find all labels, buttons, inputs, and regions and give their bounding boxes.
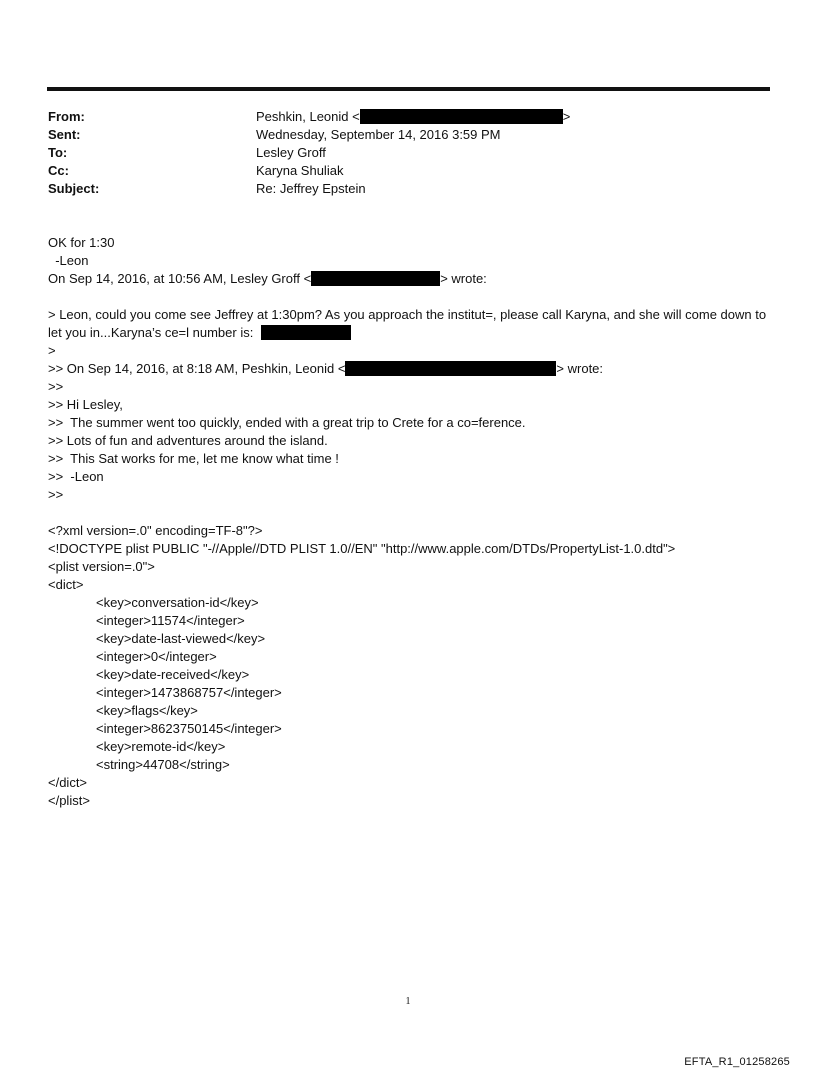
- quote-intro-end: > wrote:: [440, 271, 487, 286]
- body-line: >> Hi Lesley,: [48, 397, 123, 412]
- subject-value: Re: Jeffrey Epstein: [256, 181, 366, 196]
- body-line: >> -Leon: [48, 469, 104, 484]
- sent-value: Wednesday, September 14, 2016 3:59 PM: [256, 127, 501, 142]
- nested-quote-intro: >> On Sep 14, 2016, at 8:18 AM, Peshkin, Leonid <: [48, 361, 346, 376]
- body-line: [48, 360, 768, 378]
- body-line: >> This Sat works for me, let me know what time !: [48, 451, 339, 466]
- xml-line: <!DOCTYPE plist PUBLIC "-//Apple//DTD PLIST 1.0//EN" "http://www.apple.com/DTDs/PropertyList-1.0.dtd">: [48, 541, 676, 556]
- spacer: [48, 288, 768, 306]
- xml-line: <integer>8623750145</integer>: [96, 721, 282, 736]
- from-value: [256, 108, 570, 126]
- body-line: [48, 270, 768, 288]
- sent-label: Sent:: [48, 127, 81, 142]
- xml-line: <plist version=.0">: [48, 559, 155, 574]
- body-line: [48, 306, 768, 342]
- from-label: From:: [48, 109, 85, 124]
- body-line: -Leon: [48, 253, 89, 268]
- spacer: [48, 504, 768, 522]
- redaction-block: [261, 325, 351, 340]
- quoted-message: > Leon, could you come see Jeffrey at 1:30pm? As you approach the institut=, please call Karyna, and she will come down to let you in...Karyna’s ce=l number is:: [48, 307, 767, 340]
- subject-label: Subject:: [48, 181, 100, 196]
- to-label: To:: [48, 145, 68, 160]
- header-rule: [47, 87, 770, 91]
- to-value: Lesley Groff: [256, 145, 326, 160]
- xml-line: <key>date-last-viewed</key>: [96, 631, 266, 646]
- nested-quote-intro-end: > wrote:: [556, 361, 604, 376]
- cc-label: Cc:: [48, 163, 69, 178]
- redaction-block: [345, 361, 556, 376]
- xml-line: <integer>0</integer>: [96, 649, 217, 664]
- page-number: 1: [405, 996, 411, 1007]
- xml-line: <key>conversation-id</key>: [96, 595, 259, 610]
- redaction-block: [360, 109, 563, 124]
- xml-line: <dict>: [48, 577, 84, 592]
- xml-line: <integer>11574</integer>: [96, 613, 245, 628]
- xml-line: <key>remote-id</key>: [96, 739, 226, 754]
- xml-line: </plist>: [48, 793, 90, 808]
- email-body: [48, 234, 768, 810]
- xml-line: <integer>1473868757</integer>: [96, 685, 282, 700]
- redaction-block: [311, 271, 440, 286]
- body-line: OK for 1:30: [48, 235, 115, 250]
- quote-intro: On Sep 14, 2016, at 10:56 AM, Lesley Groff <: [48, 271, 312, 286]
- from-name: Peshkin, Leonid <: [256, 109, 360, 124]
- xml-line: <key>flags</key>: [96, 703, 198, 718]
- body-line: >: [48, 343, 56, 358]
- cc-value: Karyna Shuliak: [256, 163, 344, 178]
- body-line: >> The summer went too quickly, ended with a great trip to Crete for a co=ference.: [48, 415, 526, 430]
- document-id: EFTA_R1_01258265: [684, 1056, 790, 1068]
- xml-line: <?xml version=.0" encoding=TF-8"?>: [48, 523, 263, 538]
- body-line: >>: [48, 379, 64, 394]
- body-line: >>: [48, 487, 64, 502]
- xml-line: </dict>: [48, 775, 88, 790]
- xml-line: <string>44708</string>: [96, 757, 230, 772]
- body-line: >> Lots of fun and adventures around the island.: [48, 433, 328, 448]
- from-end: >: [562, 109, 571, 124]
- xml-line: <key>date-received</key>: [96, 667, 250, 682]
